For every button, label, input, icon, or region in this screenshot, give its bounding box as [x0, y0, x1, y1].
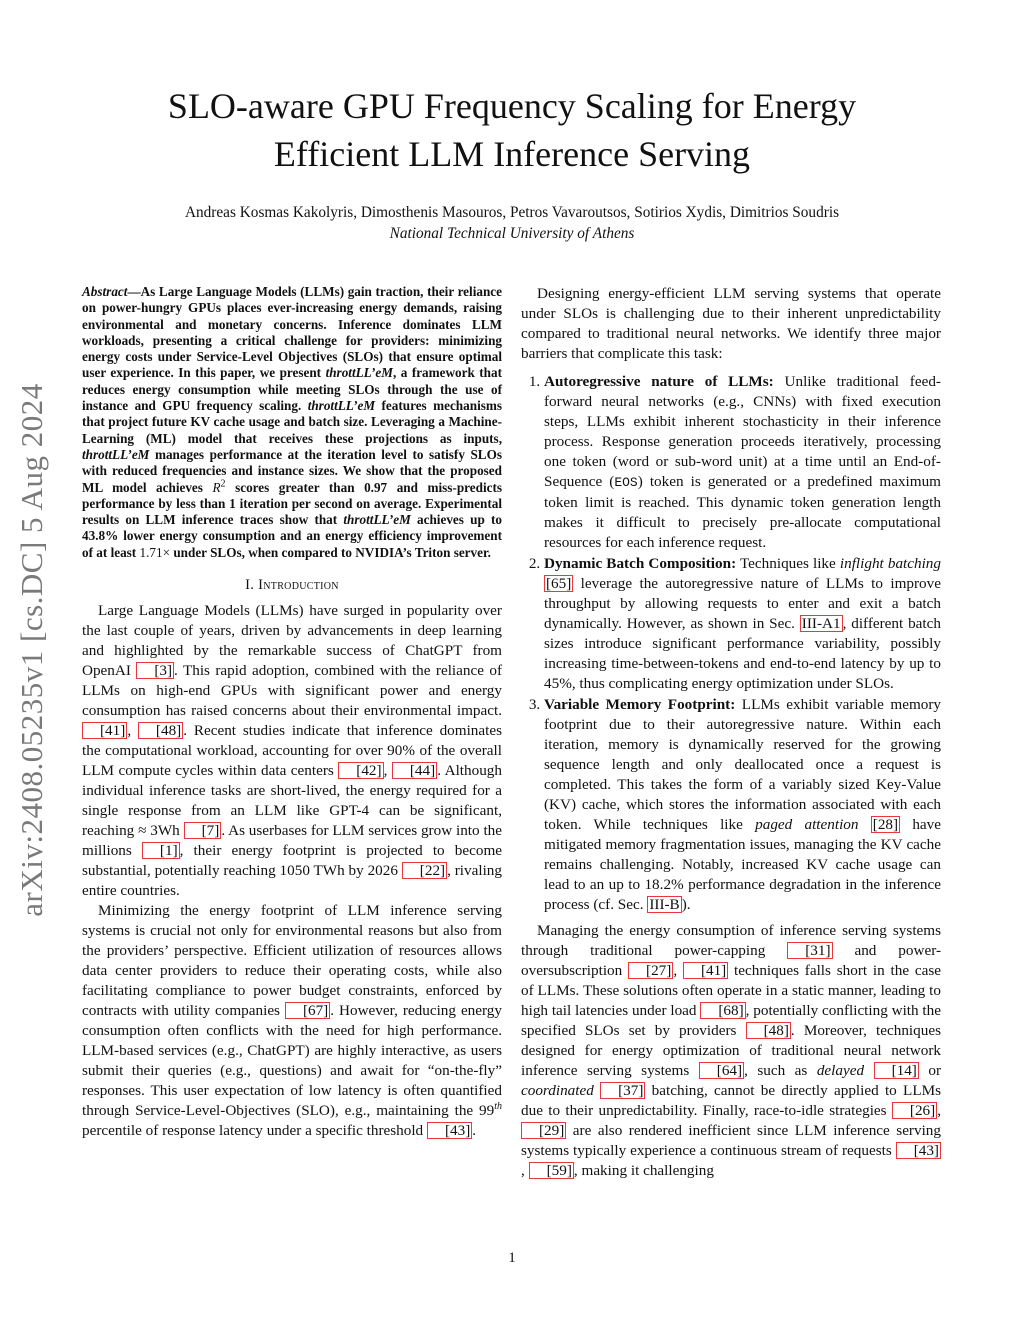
text-run: , their energy footprint is projected to become substantial, potentially reaching 1050 TWh by 2026: [82, 842, 502, 880]
emphasis-term: inflight batching: [839, 555, 941, 572]
emphasis-term: delayed: [816, 1062, 865, 1079]
eos-token-code: EOS: [614, 475, 638, 490]
text-run: ,: [521, 1162, 529, 1179]
text-run: batching, cannot be directly applied to LLMs due to their unpredictability. Finally, race-to-idle strategies: [521, 1082, 942, 1119]
section-link[interactable]: III-B: [649, 896, 680, 913]
abstract-text: scores greater than 0.97 and miss-predicts performance by less than 1 iteration per second on average. Experimental results on LLM inference traces show that: [82, 479, 502, 528]
intro-paragraph-2: [82, 901, 502, 1141]
emphasis-term: paged attention: [755, 816, 859, 833]
citation-link[interactable]: [65]: [546, 575, 572, 592]
citation-link[interactable]: [44]: [392, 762, 437, 779]
text-run: percentile of response latency under a specific threshold: [82, 1122, 427, 1140]
citation-link[interactable]: [59]: [529, 1162, 574, 1179]
title-line-1: SLO-aware GPU Frequency Scaling for Energy: [167, 86, 857, 126]
section-heading: [82, 575, 502, 595]
text-run: and power-oversubscription: [521, 942, 942, 979]
section-title: Introduction: [258, 577, 339, 594]
affiliation: National Technical University of Athens: [389, 225, 635, 242]
system-name: throttLL’eM: [307, 398, 376, 414]
citation-link[interactable]: [48]: [746, 1022, 791, 1039]
text-run: , rivaling entire countries.: [82, 862, 502, 900]
text-run: , different batch sizes introduce significant performance variability, possibly increasing time-between-tokens and end-to-end latency by up to 45%, thus complicating energy optimization under SLOs.: [544, 615, 941, 692]
text-run: . As userbases for LLM services grow into the millions: [82, 822, 502, 860]
text-run: or: [918, 1062, 942, 1079]
citation-link[interactable]: [31]: [787, 942, 832, 959]
citation-link[interactable]: [41]: [82, 722, 127, 739]
text-run: are also rendered inefficient since LLM inference serving systems typically experience a continuous stream of requests: [521, 1122, 941, 1159]
text-run: ) token is generated or a predefined maximum token limit is reached. This dynamic token generation length makes it difficult to precisely pre-allocate computational resources for each inference request.: [544, 473, 941, 551]
abstract-text: As Large Language Models (LLMs) gain traction, their reliance on power-hungry GPUs places ever-increasing energy demands, raising environmental and monetary concerns. Inference dominates LLM workloads, presenting a critical challenge for providers: minimizing energy costs under Service-Level Objectives (SLOs) that ensure optimal user experience. In this paper, we present: [82, 284, 502, 381]
system-name: throttLL’eM: [343, 512, 411, 528]
list-item: [544, 554, 941, 694]
citation-link[interactable]: [48]: [138, 722, 183, 739]
abstract-text: under SLOs, when compared to NVIDIA’s Triton server.: [170, 544, 491, 560]
percentile-superscript: th: [494, 1100, 502, 1112]
system-name: throttLL’eM: [82, 446, 150, 462]
abstract-dash: —: [127, 284, 141, 299]
abstract: [82, 284, 502, 561]
citation-link[interactable]: [14]: [874, 1062, 919, 1079]
r2-exponent: 2: [220, 478, 226, 490]
author-list: Andreas Kosmas Kakolyris, Dimosthenis Masouros, Petros Vavaroutsos, Sotirios Xydis, Dimitrios Soudris: [184, 204, 840, 221]
citation-link[interactable]: [42]: [338, 762, 383, 779]
text-run: ,: [383, 762, 392, 780]
abstract-text: features mechanisms that project future KV cache usage and batch size. Leveraging a Machine-Learning (ML) model that receives these projections as inputs,: [82, 398, 502, 446]
citation-link[interactable]: [3]: [136, 662, 174, 679]
left-column: [82, 284, 502, 1141]
text-run: [859, 816, 871, 833]
citation-link[interactable]: [1]: [142, 842, 180, 859]
section-link[interactable]: III-A1: [801, 615, 841, 632]
list-item: [544, 695, 941, 915]
text-run: . Recent studies indicate that inference dominates the computational workload, accounting for over 90% of the overall LLM compute cycles within data centers: [82, 722, 503, 780]
citation-link[interactable]: [7]: [184, 822, 222, 839]
text-run: , making it challenging: [573, 1162, 714, 1179]
text-run: , such as: [744, 1062, 817, 1079]
text-run: Techniques like: [736, 555, 840, 572]
text-run: Large Language Models (LLMs) have surged in popularity over the last couple of years, driven by advancements in deep learning and highlighted by the remarkable success of ChatGPT from OpenAI: [82, 602, 502, 680]
text-run: techniques falls short in the case of LLMs. These solutions often operate in a static manner, leading to high tail latencies under load: [521, 962, 941, 1019]
text-run: ,: [127, 722, 138, 740]
citation-link[interactable]: [43]: [427, 1122, 472, 1139]
citation-link[interactable]: [37]: [600, 1082, 645, 1099]
text-run: Managing the energy consumption of inference serving systems through traditional power-capping: [521, 922, 941, 959]
text-run: . However, reducing energy consumption often conflicts with the need for high performance. LLM-based services (e.g., ChatGPT) are highly interactive, as users submit their queries (e.g., questions) and await for “on-the-fly” responses. This user expectation of low latency is often quantified through Service-Level-Objectives (SLO), e.g., maintaining the 99: [82, 1002, 502, 1120]
arxiv-id-text: arXiv:2408.05235v1 [cs.DC] 5 Aug 2024: [14, 383, 49, 917]
citation-link[interactable]: [22]: [402, 862, 447, 879]
barriers-list: [521, 372, 941, 915]
citation-link[interactable]: [41]: [683, 962, 728, 979]
arxiv-watermark: [2, 340, 62, 960]
intro-paragraph-1: [82, 601, 502, 901]
text-run: [864, 1062, 874, 1079]
emphasis-term: coordinated: [521, 1082, 594, 1099]
text-run: ,: [673, 962, 683, 979]
item-heading: Dynamic Batch Composition:: [544, 555, 737, 572]
text-run: have mitigated memory fragmentation issues, managing the KV cache remains challenging. Notably, increased KV cache usage can lead to an up to 18.2% performance degradation in the inference process (cf. Sec.: [544, 816, 942, 913]
r2-symbol: R: [212, 479, 221, 495]
system-name: throttLL’eM: [325, 365, 393, 381]
text-run: LLMs exhibit variable memory footprint due to their autoregressive nature. Within each iteration, memory is dynamically reserved for the growing sequence length and only deallocated once a request is completed. This takes the form of a variably sized Key-Value (KV) cache, which stores the information associated with each token. While techniques like: [544, 696, 941, 833]
improvement-factor: 1.71×: [139, 544, 171, 560]
citation-link[interactable]: [29]: [521, 1122, 566, 1139]
citation-link[interactable]: [27]: [628, 962, 673, 979]
citation-link[interactable]: [67]: [285, 1002, 330, 1019]
text-run: Minimizing the energy footprint of LLM inference serving systems is crucial not only for environmental reasons but also from the providers’ perspective. Efficient utilization of resources allows data center providers to reduce their operating costs, while also facilitating compliance to power budget constraints, enforced by contracts with utility companies: [82, 902, 502, 1020]
citation-link[interactable]: [68]: [700, 1002, 745, 1019]
paper-title: [60, 82, 964, 178]
text-run: leverage the autoregressive nature of LLMs to improve throughput by allowing requests to enter and exit a batch dynamically. However, as shown in Sec.: [544, 575, 941, 632]
citation-link[interactable]: [64]: [699, 1062, 744, 1079]
list-item: [544, 372, 941, 553]
citation-link[interactable]: [43]: [896, 1142, 941, 1159]
text-run: ).: [681, 896, 691, 913]
text-run: Unlike traditional feed-forward neural networks (e.g., CNNs) with fixed execution steps, LLMs exhibit inherent stochasticity in their inference process. Response generation proceeds iteratively, processing one token (word or sub-word unit) at a time until an End-of-Sequence (: [544, 373, 941, 490]
text-run: . Although individual inference tasks are short-lived, the energy required for a single response from an LLM like GPT-4 can be significant, reaching ≈ 3Wh: [82, 762, 502, 840]
citation-link[interactable]: [26]: [892, 1102, 937, 1119]
item-heading: Variable Memory Footprint:: [544, 696, 736, 713]
right-column: [521, 284, 941, 1181]
energy-management-paragraph: [521, 921, 941, 1181]
title-line-2: Efficient LLM Inference Serving: [273, 134, 751, 174]
text-run: , potentially conflicting with the specified SLOs set by providers: [521, 1002, 941, 1039]
abstract-text: achieves up to 43.8% lower energy consumption and an energy efficiency improvement of at least: [82, 512, 503, 560]
item-heading: Autoregressive nature of LLMs:: [544, 373, 774, 390]
citation-link[interactable]: [28]: [872, 816, 899, 833]
page-number: 1: [508, 1250, 516, 1266]
text-run: . Moreover, techniques designed for energy optimization of traditional neural network inference serving systems: [521, 1022, 941, 1079]
section-number: I.: [245, 577, 259, 594]
barriers-intro-paragraph: Designing energy-efficient LLM serving systems that operate under SLOs is challenging due to their inherent unpredictability compared to traditional neural networks. We identify three major barriers that complicate this task:: [521, 285, 941, 362]
text-run: . This rapid adoption, combined with the reliance of LLMs on high-end GPUs with significant power and energy consumption has raised concerns about their environmental impact.: [82, 662, 503, 720]
abstract-text: , a framework that reduces energy consumption while meeting SLOs through the use of instance and GPU frequency scaling.: [82, 365, 502, 414]
abstract-label: Abstract: [82, 284, 128, 299]
text-run: .: [472, 1122, 477, 1140]
abstract-text: manages performance at the iteration level to satisfy SLOs with reduced frequencies and instance sizes. We show that the proposed ML model achieves: [82, 446, 502, 495]
text-run: ,: [937, 1102, 941, 1119]
